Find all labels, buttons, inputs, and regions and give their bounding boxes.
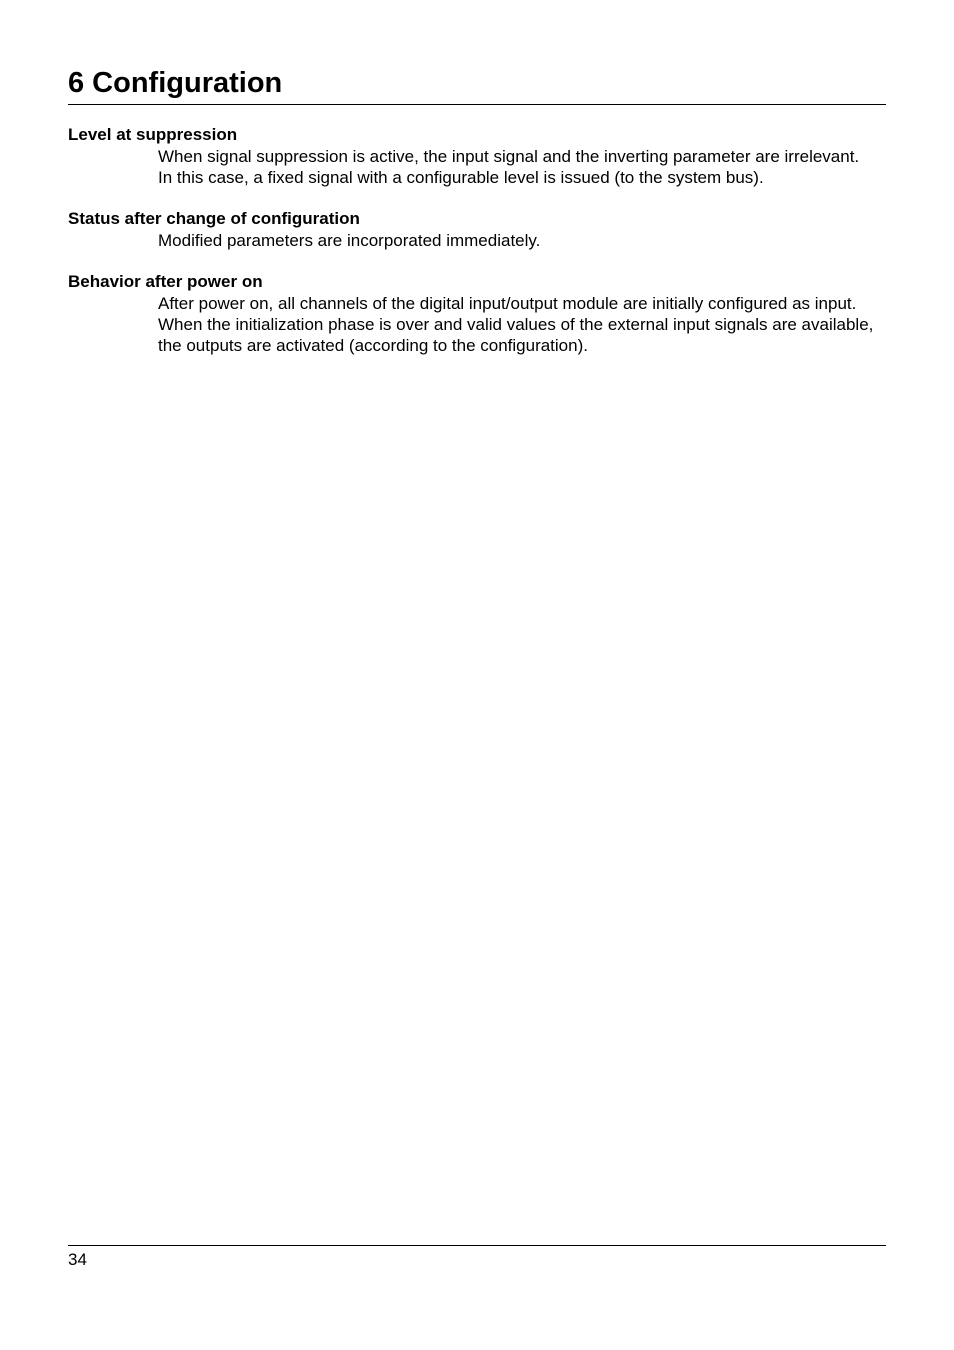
body-line: When signal suppression is active, the input signal and the inverting parameter are irrelevant. xyxy=(158,147,860,166)
page-number: 34 xyxy=(68,1250,87,1269)
section-behavior-after-power-on xyxy=(68,271,886,356)
section-heading: Level at suppression xyxy=(68,125,238,144)
body-line: After power on, all channels of the digital input/output module are initially configured as input. xyxy=(158,294,857,313)
section-level-at-suppression xyxy=(68,124,886,188)
body-line: Modified parameters are incorporated immediately. xyxy=(158,231,541,250)
section-body xyxy=(158,293,886,356)
page-title: 6 Configuration xyxy=(68,67,283,99)
section-status-after-change xyxy=(68,208,886,251)
body-line: When the initialization phase is over and valid values of the external input signals are available, xyxy=(158,315,874,334)
page-content xyxy=(68,124,886,376)
page-footer xyxy=(68,1245,886,1271)
section-body xyxy=(158,230,886,251)
section-body xyxy=(158,146,886,188)
section-heading: Behavior after power on xyxy=(68,272,263,291)
body-line: In this case, a fixed signal with a configurable level is issued (to the system bus). xyxy=(158,168,764,187)
section-heading: Status after change of configuration xyxy=(68,209,360,228)
page-header xyxy=(68,64,886,105)
body-line: the outputs are activated (according to the configuration). xyxy=(158,336,588,355)
